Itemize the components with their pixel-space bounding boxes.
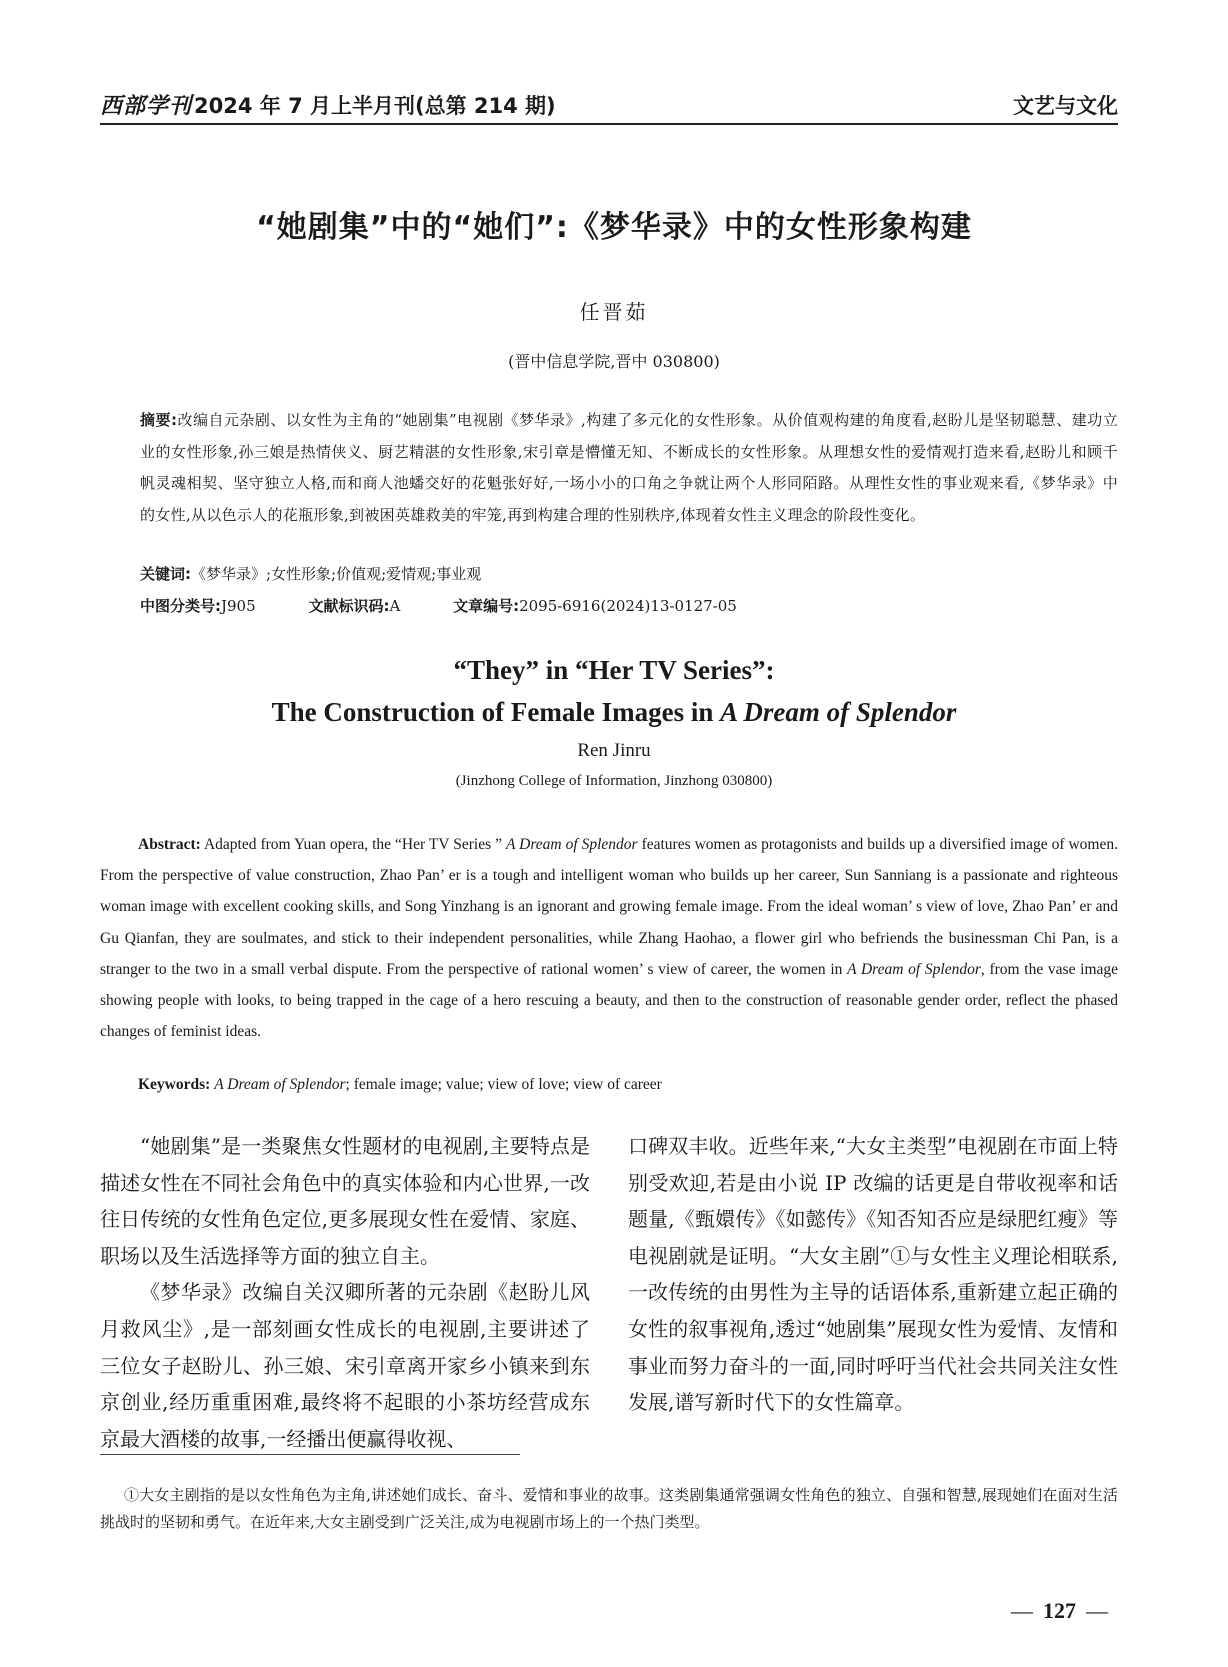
abstract-en-italic1: A Dream of Splendor: [505, 836, 638, 853]
footnote: ①大女主剧指的是以女性角色为主角,讲述她们成长、奋斗、爱情和事业的故事。这类剧集通常强调女性角色的独立、自强和智慧,展现她们在面对生活挑战时的坚韧和勇气。在近年来,大女主剧受到广泛关注,成为电视剧市场上的一个热门类型。: [100, 1486, 1118, 1531]
abstract-en: [100, 829, 1118, 1047]
title-en-prefix: The Construction of Female Images in: [271, 697, 721, 727]
article-title-en-line1: “They” in “Her TV Series”:: [453, 655, 775, 685]
running-header: [100, 84, 1118, 120]
article-no-label: 文章编号:: [453, 597, 520, 615]
page-dash-left: —: [1011, 1598, 1033, 1623]
journal-logo: 西部学刊: [100, 93, 193, 119]
keywords-en-rest: ; female image; value; view of love; view of career: [345, 1076, 662, 1093]
header-rule: [100, 123, 1118, 125]
doc-code-value: A: [389, 597, 401, 615]
clc-label: 中图分类号:: [140, 597, 221, 615]
affiliation-en: (Jinzhong College of Information, Jinzhong 030800): [455, 773, 773, 789]
section-name: 文艺与文化: [1013, 94, 1118, 118]
page-number-value: 127: [1043, 1598, 1076, 1623]
author-cn: 任晋茹: [579, 300, 649, 324]
classification-row: [140, 595, 785, 616]
keywords-en-italic: A Dream of Splendor: [214, 1076, 346, 1093]
article-title-en-line2: [0, 697, 1228, 728]
keywords-en: [138, 1076, 1118, 1094]
keywords-en-label: Keywords:: [138, 1076, 211, 1093]
author-en: Ren Jinru: [577, 740, 651, 761]
abstract-en-label: Abstract:: [138, 836, 201, 853]
affiliation-cn: (晋中信息学院,晋中 030800): [508, 352, 720, 371]
keywords-cn-text: 《梦华录》;女性形象;价值观;爱情观;事业观: [191, 565, 482, 583]
title-en-italic: A Dream of Splendor: [720, 697, 957, 727]
journal-issue: [100, 89, 556, 120]
abstract-en-part1: Adapted from Yuan opera, the “Her TV Series ”: [200, 836, 506, 853]
abstract-cn-label: 摘要:: [140, 411, 178, 429]
clc-value: J905: [221, 597, 256, 615]
abstract-cn: [140, 405, 1118, 531]
body-column-left: [100, 1128, 590, 1457]
page-dash-right: —: [1086, 1598, 1108, 1623]
body-paragraph: 《梦华录》改编自关汉卿所著的元杂剧《赵盼儿风月救风尘》,是一部刻画女性成长的电视剧,主要讲述了三位女子赵盼儿、孙三娘、宋引章离开家乡小镇来到东京创业,经历重重困难,最终将不起眼的小茶坊经营成东京最大酒楼的故事,一经播出便赢得收视、: [100, 1280, 590, 1451]
article-title-cn: “她剧集”中的“她们”:《梦华录》中的女性形象构建: [256, 210, 972, 245]
footnote-rule: [100, 1454, 520, 1455]
issue-info: 2024 年 7 月上半月刊(总第 214 期): [194, 94, 556, 118]
abstract-en-italic2: A Dream of Splendor: [847, 960, 981, 978]
abstract-en-part2: features women as protagonists and builds up a diversified image of women. From the perspective of value construction, Zhao Pan’ er is a tough and intelligent woman who builds up her career, Sun Sanniang is a passionate and righteous woman image with excellent cooking skills, and Song Yinzhang is an ignorant and growing female image. From the ideal woman’ s view of love, Zhao Pan’ er and Gu Qianfan, they are soulmates, and stick to their independent personalities, while Zhang Haohao, a flower girl who befriends the businessman Chi Pan, is a stranger to the two in a small verbal dispute. From the perspective of rational women’ s view of career, the women in: [100, 836, 1118, 978]
article-no-value: 2095-6916(2024)13-0127-05: [519, 597, 737, 615]
keywords-cn-label: 关键词:: [140, 565, 191, 583]
body-paragraph: 口碑双丰收。近些年来,“大女主类型”电视剧在市面上特别受欢迎,若是由小说 IP 改编的话更是自带收视率和话题量,《甄嬛传》《如懿传》《知否知否应是绿肥红瘦》等电视剧就是证明。“大女主剧”①与女性主义理论相联系,一改传统的由男性为主导的话语体系,重新建立起正确的女性的叙事视角,透过“她剧集”展现女性为爱情、友情和事业而努力奋斗的一面,同时呼吁当代社会共同关注女性发展,谱写新时代下的女性篇章。: [628, 1134, 1118, 1415]
page-number: [0, 1598, 1118, 1624]
doc-code-label: 文献标识码:: [308, 597, 390, 615]
abstract-cn-text: 改编自元杂剧、以女性为主角的“她剧集”电视剧《梦华录》,构建了多元化的女性形象。从价值观构建的角度看,赵盼儿是坚韧聪慧、建功立业的女性形象,孙三娘是热情侠义、厨艺精湛的女性形象,宋引章是懵懂无知、不断成长的女性形象。从理想女性的爱情观打造来看,赵盼儿和顾千帆灵魂相契、坚守独立人格,而和商人池蟠交好的花魁张好好,一场小小的口角之争就让两个人形同陌路。从理性女性的事业观来看,《梦华录》中的女性,从以色示人的花瓶形象,到被困英雄救美的牢笼,再到构建合理的性别秩序,体现着女性主义理念的阶段性变化。: [140, 411, 1118, 524]
body-column-right: [628, 1128, 1118, 1421]
abstract-en-part3: , from the vase image showing people with looks, to being trapped in the cage of a hero rescuing a beauty, and then to the construction of reasonable gender order, reflect the phased changes of feminist ideas.: [100, 960, 1119, 1041]
body-paragraph: “她剧集”是一类聚焦女性题材的电视剧,主要特点是描述女性在不同社会角色中的真实体验和内心世界,一改往日传统的女性角色定位,更多展现女性在爱情、家庭、职场以及生活选择等方面的独立自主。: [100, 1134, 590, 1268]
keywords-cn: [140, 563, 1118, 584]
